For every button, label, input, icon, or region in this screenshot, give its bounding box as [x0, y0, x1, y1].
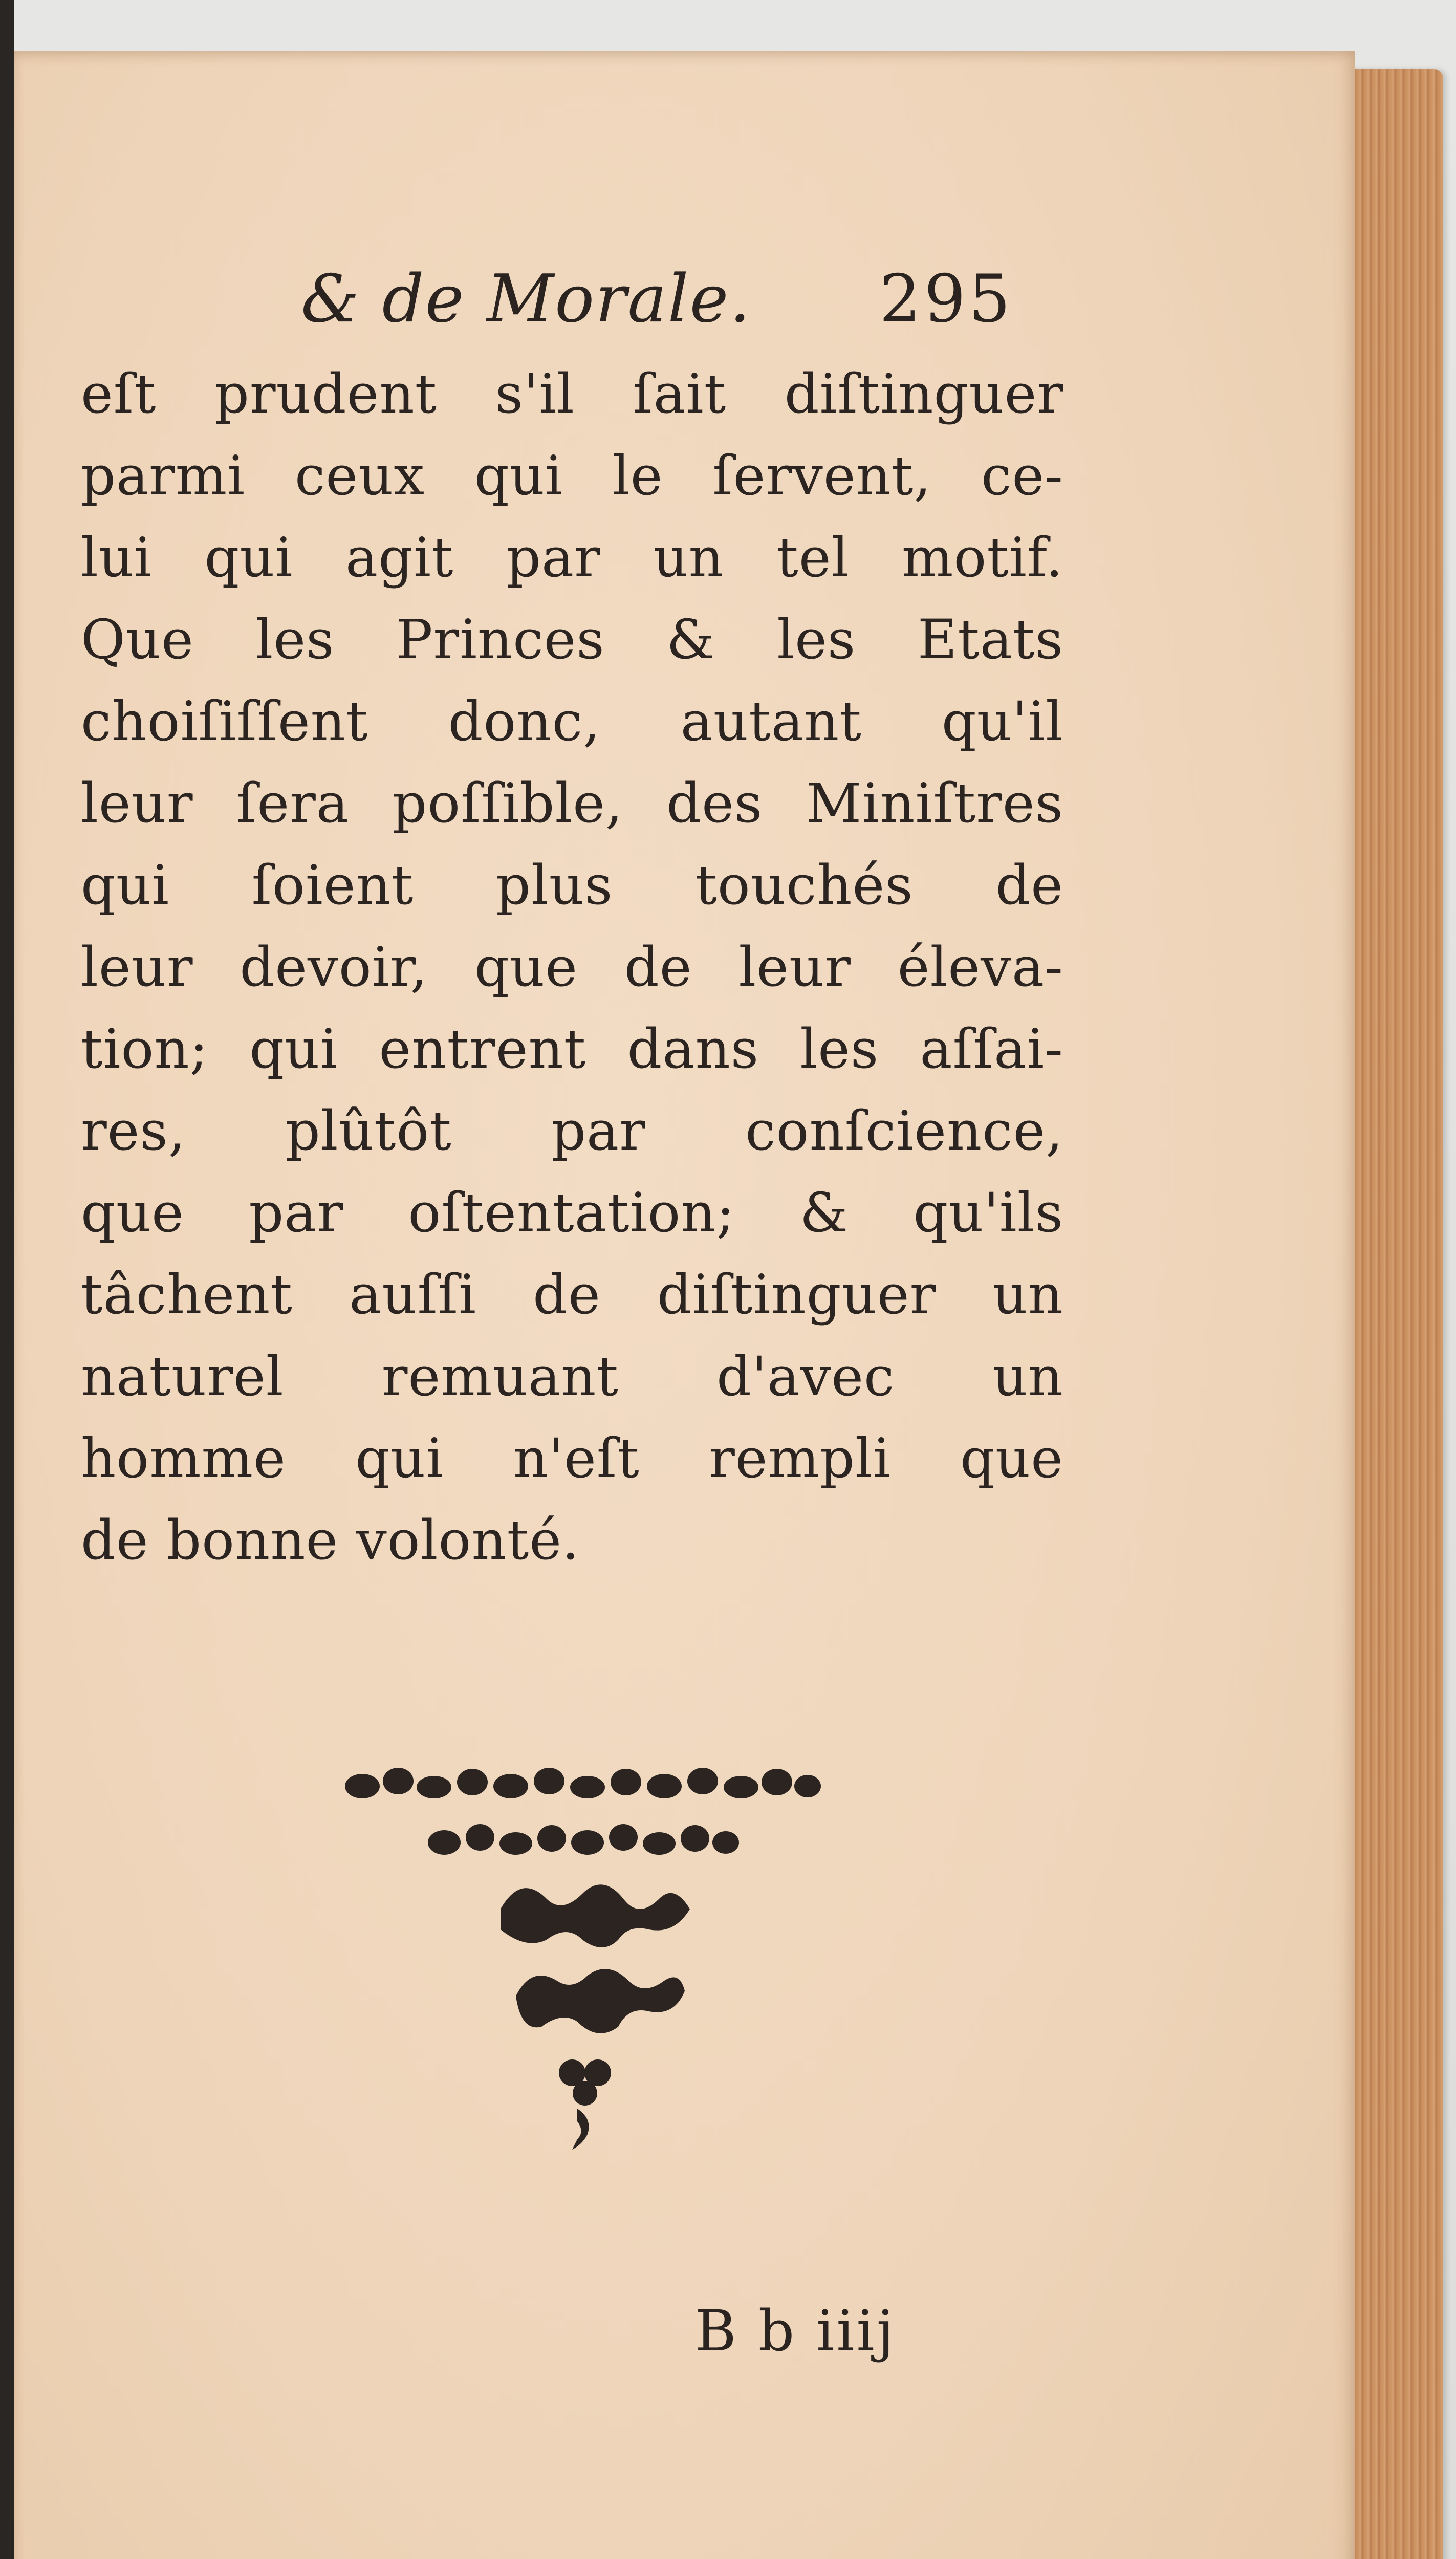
fleuron-tail — [559, 2059, 611, 2150]
text-line: parmi ceux qui le ſervent, ce- — [81, 444, 1063, 507]
book-fore-edge — [1341, 69, 1443, 2559]
text-line: Que les Princes & les Etats — [81, 608, 1063, 671]
fleuron-row-4 — [516, 1969, 685, 2033]
text-line-last: de bonne volonté. — [81, 1509, 580, 1572]
text-line: homme qui n'eſt rempli que — [81, 1427, 1063, 1490]
book-page — [14, 51, 1355, 2559]
fleuron-row-2 — [428, 1824, 739, 1855]
text-line: eſt prudent s'il ſait diſtinguer — [81, 362, 1063, 425]
text-line: choiſiſſent donc, autant qu'il — [81, 690, 1063, 753]
page-number: 295 — [879, 261, 1014, 337]
fleuron-cul-de-lampe-icon — [332, 1755, 833, 2155]
text-line: tâchent auſſi de diſtinguer un — [81, 1263, 1063, 1326]
running-head: & de Morale. — [301, 261, 751, 337]
text-line: que par oſtentation; & qu'ils — [81, 1181, 1063, 1244]
body-text — [81, 353, 1063, 1581]
text-line: leur ſera poſſible, des Miniſtres — [81, 772, 1063, 835]
fleuron-row-3 — [501, 1884, 690, 1947]
text-line: leur devoir, que de leur éleva- — [81, 936, 1063, 999]
signature-mark: B b iiij — [695, 2298, 896, 2363]
text-line: naturel remuant d'avec un — [81, 1345, 1063, 1408]
text-line: tion; qui entrent dans les aſſai- — [81, 1017, 1063, 1080]
binding-strip — [0, 0, 14, 2559]
text-line: qui ſoient plus touchés de — [81, 854, 1063, 917]
text-line: lui qui agit par un tel motif. — [81, 526, 1063, 589]
page-header — [14, 261, 1355, 343]
text-line: res, plûtôt par conſcience, — [81, 1099, 1063, 1162]
fleuron-row-1 — [345, 1768, 821, 1798]
